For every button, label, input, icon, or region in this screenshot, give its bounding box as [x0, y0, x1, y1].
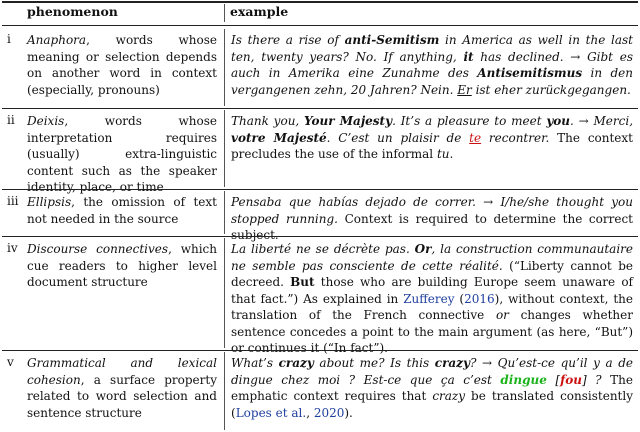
phenomenon-cell [27, 32, 217, 98]
example-text: Pensaba que habías dejado de correr. [231, 195, 476, 209]
phenomenon-cell [27, 241, 217, 291]
example-note: ( [454, 291, 465, 306]
example-note: , [306, 405, 314, 420]
example-text: has declined. [473, 49, 564, 64]
column-divider [224, 4, 225, 22]
phenomenon-term: Deixis [27, 114, 65, 128]
example-cell [231, 355, 633, 421]
row-number: v [7, 355, 14, 369]
example-highlight: tu [436, 147, 450, 161]
example-text: ] [581, 372, 587, 387]
row-rule [2, 236, 638, 237]
example-highlight: crazy [432, 389, 466, 403]
phenomenon-term: Grammatical and lexical cohesion [27, 356, 217, 387]
phenomenon-cell [27, 355, 217, 421]
example-highlight: votre Majesté [231, 130, 327, 145]
example-highlight: Antisemitismus [477, 66, 583, 80]
phenomenon-description: , words whose interpretation requires (usually) extra-linguistic content such as the speaker identity, place, or time [27, 114, 217, 194]
phenomenon-description: , words whose meaning or selection depends on another word in context (especially, pronouns) [27, 33, 217, 97]
example-note: The emphatic context requires that [231, 372, 633, 403]
example-highlight: But [290, 275, 315, 289]
example-text: Thank you, [231, 114, 305, 128]
citation-link[interactable]: Zufferey [403, 291, 455, 306]
phenomenon-description: , a surface property related to word selection and sentence structure [27, 372, 217, 420]
example-text: ? [586, 372, 602, 387]
example-note: be translated consistently ( [231, 389, 633, 420]
phenomenon-description: , the omission of text not needed in the source [27, 195, 217, 226]
example-text: [ [546, 372, 561, 387]
column-divider [224, 352, 225, 430]
header-phenomenon: phenomenon [27, 4, 118, 19]
example-highlight: or [495, 308, 509, 322]
phenomenon-description: , which cue readers to higher level document structure [27, 242, 218, 289]
arrow: → [573, 114, 594, 128]
example-text: . It’s a pleasure to meet [392, 114, 547, 128]
example-text: recontrer. [481, 130, 550, 145]
example-text: . C’est un plaisir de [326, 130, 470, 145]
phenomenon-term: Anaphora [27, 33, 87, 47]
example-highlight: Er [457, 82, 472, 97]
row-number: iii [7, 194, 19, 208]
column-divider [224, 29, 225, 106]
example-highlight: crazy [278, 356, 314, 370]
citation-year-link[interactable]: 2016 [464, 291, 495, 306]
example-highlight: fou [560, 372, 582, 387]
example-highlight: te [469, 130, 482, 145]
arrow: → [476, 356, 498, 370]
citation-year-link[interactable]: 2020 [313, 405, 345, 420]
example-text: in den vergangenen zehn, 20 Jahren? Nein. [231, 66, 633, 97]
example-highlight: Or [414, 242, 432, 256]
example-text: Merci, [593, 114, 634, 128]
example-highlight: dingue [500, 372, 547, 387]
example-note: (“Liberty cannot be decreed. [231, 258, 633, 289]
header-example: example [230, 4, 289, 19]
example-cell [231, 241, 633, 357]
example-note: Context is required to determine the correct subject. [231, 211, 633, 242]
example-cell [231, 113, 633, 163]
arrow: → [563, 49, 588, 64]
phenomenon-cell [27, 194, 217, 227]
example-note: changes whether sentence concedes a point to the main argument (as here, “But”) or continues it (“In fact”). [231, 308, 633, 355]
example-text: , la construction communautaire ne semble pas consciente de cette réalité. [231, 242, 633, 273]
example-note: those who are building Europe seem unaware of that fact.”) As explained in [231, 275, 633, 306]
row-rule [2, 350, 638, 351]
example-note: ). [344, 405, 353, 420]
column-divider [224, 191, 225, 234]
row-rule [2, 108, 638, 109]
example-text: Is there a rise of [231, 33, 345, 47]
example-note: . [449, 147, 454, 161]
row-number: iv [7, 241, 18, 255]
example-highlight: you [546, 114, 571, 128]
example-text: . [570, 114, 574, 128]
column-divider [224, 110, 225, 187]
header-rule [2, 25, 638, 26]
example-highlight: Your Majesty [304, 114, 393, 128]
example-note: ), without context, the translation of the French connective [231, 291, 634, 322]
phenomenon-term: Ellipsis [27, 195, 72, 209]
arrow: → [475, 195, 501, 209]
example-text: about me? Is this [313, 356, 435, 370]
top-rule [2, 1, 638, 3]
example-text: What’s [231, 356, 279, 370]
example-note: The context precludes the use of the informal [231, 130, 634, 161]
phenomenon-term: Discourse connectives [27, 242, 169, 256]
example-highlight: it [463, 49, 474, 64]
example-text: ? [469, 356, 477, 370]
example-text: Gibt es auch in Amerika eine Zunahme des [231, 49, 633, 80]
example-text: La liberté ne se décrète pas. [231, 242, 415, 256]
phenomenon-cell [27, 113, 217, 196]
column-divider [224, 238, 225, 348]
example-highlight: crazy [434, 356, 470, 370]
row-rule [2, 189, 638, 190]
example-highlight: anti-Semitism [344, 33, 440, 47]
row-number: ii [7, 113, 15, 127]
citation-link[interactable]: Lopes et al. [235, 405, 307, 420]
row-number: i [7, 32, 11, 46]
example-cell [231, 32, 633, 98]
example-text: ist eher zurückgegangen. [471, 82, 631, 97]
example-text: in America as well in the last ten, twenty years? No. If anything, [231, 33, 633, 64]
example-text: I/he/she thought you stopped running. [231, 195, 633, 226]
example-text: Qu’est-ce qu’il y a de dingue chez moi ? Est-ce que ça c’est [231, 356, 633, 387]
